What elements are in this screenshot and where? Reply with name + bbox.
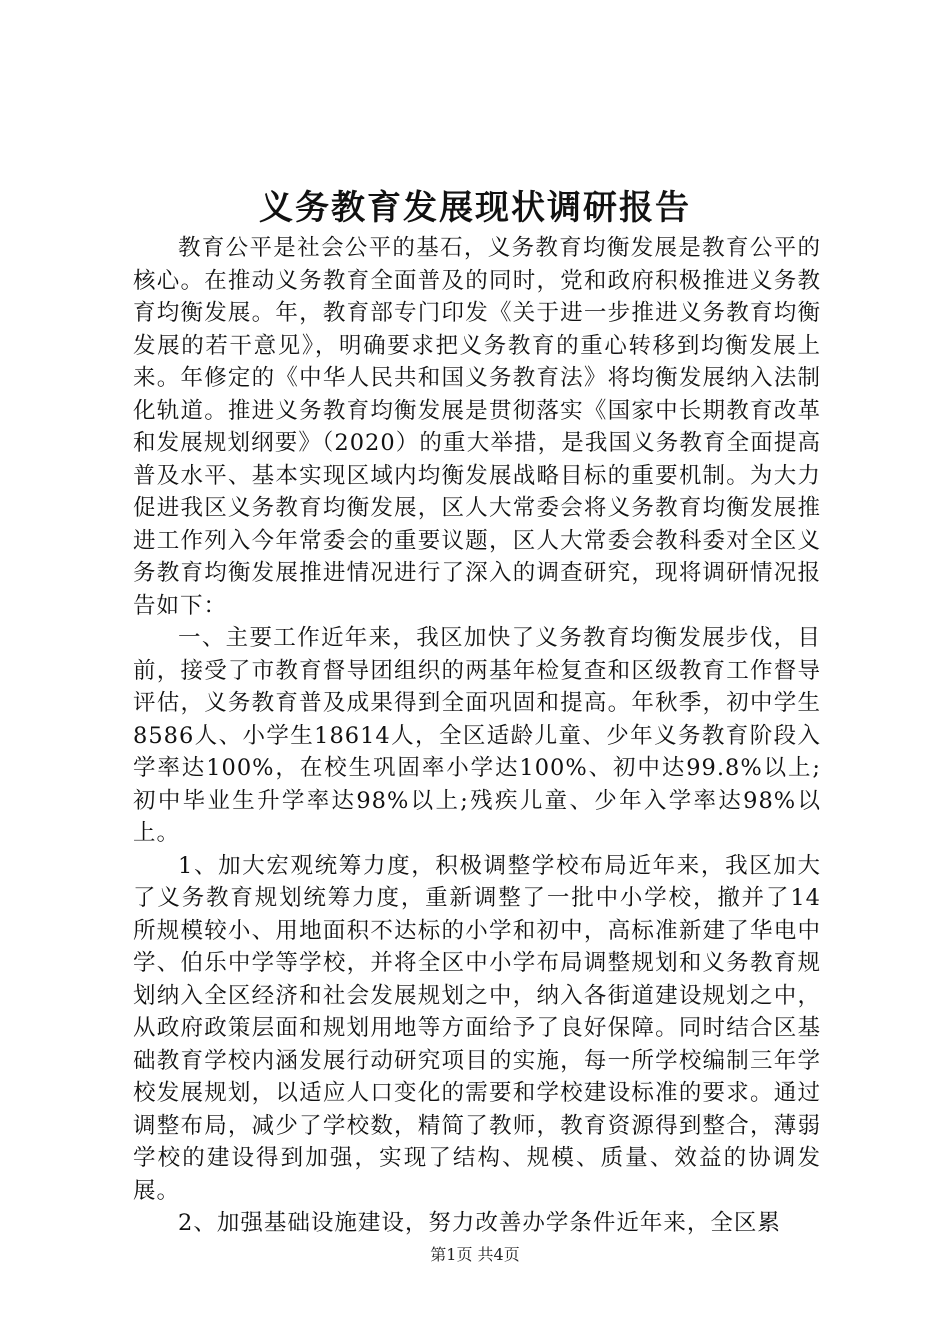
paragraph-main-work: 一、主要工作近年来，我区加快了义务教育均衡发展步伐，目前，接受了市教育督导团组织的两基年检复查和区级教育工作督导评估，义务教育普及成果得到全面巩固和提高。年秋季，初中学生8586人、小学生18614人，全区适龄儿童、少年义务教育阶段入学率达100%，在校生巩固率小学达100%、初中达99.8%以上;初中毕业生升学率达98%以上;残疾儿童、少年入学率达98%以上。 bbox=[133, 625, 821, 846]
document-body bbox=[133, 232, 821, 1240]
document-title: 义务教育发展现状调研报告 bbox=[259, 188, 691, 228]
paragraph-infrastructure: 2、加强基础设施建设，努力改善办学条件近年来，全区累 bbox=[178, 1210, 781, 1236]
paragraph-layout-adjustment: 1、加大宏观统筹力度，积极调整学校布局近年来，我区加大了义务教育规划统筹力度，重新调整了一批中小学校，撤并了14所规模较小、用地面积不达标的小学和初中，高标准新建了华电中学、伯乐中学等学校，并将全区中小学布局调整规划和义务教育规划纳入全区经济和社会发展规划之中，纳入各街道建设规划之中，从政府政策层面和规划用地等方面给予了良好保障。同时结合区基础教育学校内涵发展行动研究项目的实施，每一所学校编制三年学校发展规划，以适应人口变化的需要和学校建设标准的要求。通过调整布局，减少了学校数，精简了教师，教育资源得到整合，薄弱学校的建设得到加强，实现了结构、规模、质量、效益的协调发展。 bbox=[133, 852, 821, 1204]
page-number-footer: 第1页 共4页 bbox=[430, 1245, 520, 1264]
paragraph-intro: 教育公平是社会公平的基石，义务教育均衡发展是教育公平的核心。在推动义务教育全面普及的同时，党和政府积极推进义务教育均衡发展。年，教育部专门印发《关于进一步推进义务教育均衡发展的若干意见》，明确要求把义务教育的重心转移到均衡发展上来。年修定的《中华人民共和国义务教育法》将均衡发展纳入法制化轨道。推进义务教育均衡发展是贯彻落实《国家中长期教育改革和发展规划纲要》（2020）的重大举措，是我国义务教育全面提高普及水平、基本实现区域内均衡发展战略目标的重要机制。为大力促进我区义务教育均衡发展，区人大常委会将义务教育均衡发展推进工作列入今年常委会的重要议题，区人大常委会教科委对全区义务教育均衡发展推进情况进行了深入的调查研究，现将调研情况报告如下： bbox=[133, 235, 821, 619]
